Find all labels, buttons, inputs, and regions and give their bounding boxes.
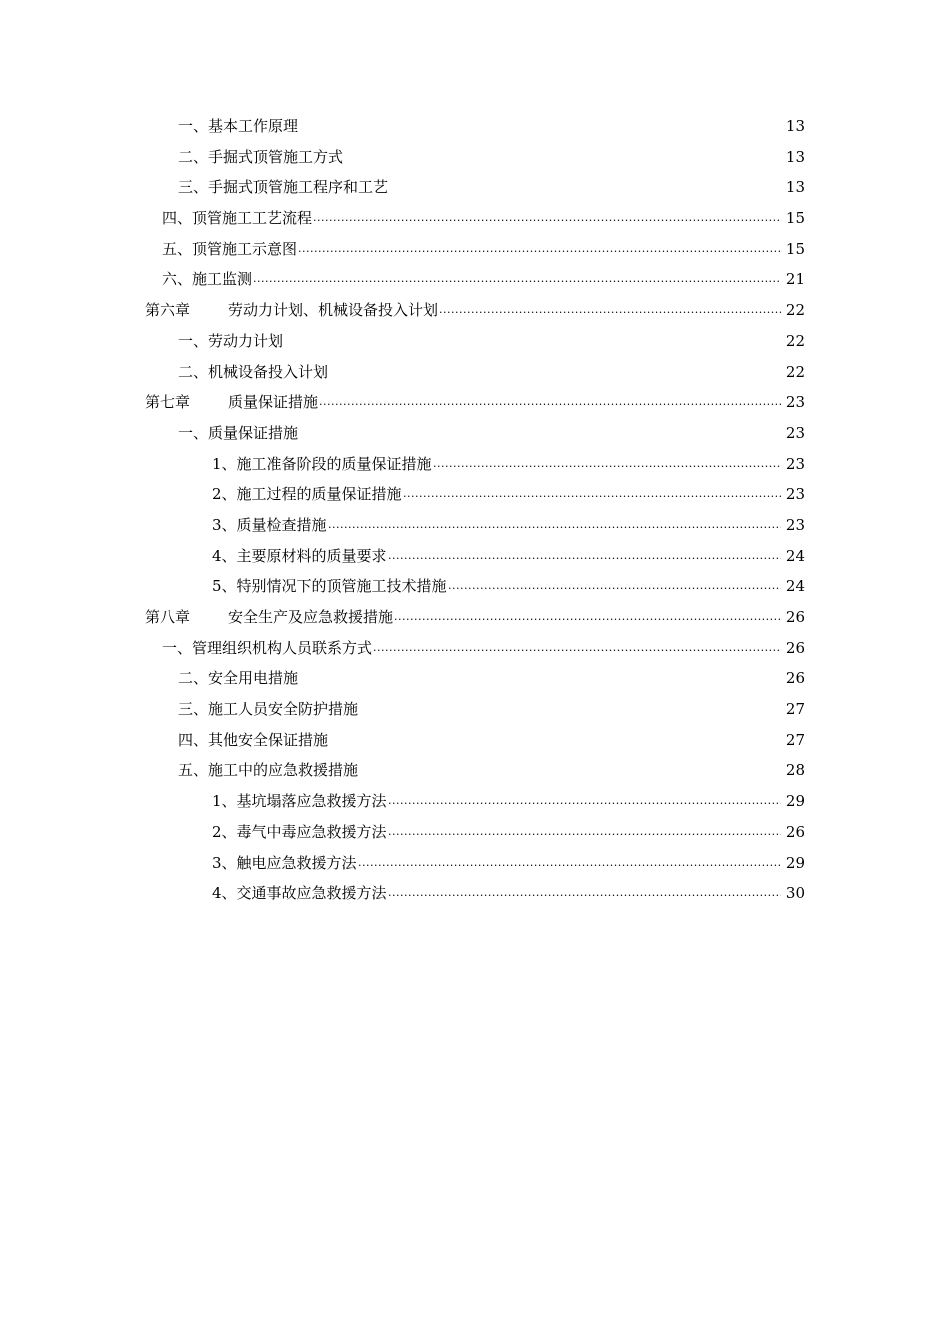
toc-entry-text: 5、特别情况下的顶管施工技术措施 xyxy=(212,571,448,601)
toc-chapter-number: 第七章 xyxy=(145,387,191,417)
toc-entry-text: 一、管理组织机构人员联系方式 xyxy=(162,633,373,663)
toc-entry-page: 26 xyxy=(781,663,805,693)
toc-entry[interactable] xyxy=(0,694,950,725)
toc-entry-page: 22 xyxy=(781,326,805,356)
toc-entry[interactable] xyxy=(0,172,950,203)
toc-entry-page: 24 xyxy=(781,541,805,571)
toc-dot-leader xyxy=(298,234,785,264)
toc-entry[interactable] xyxy=(0,725,950,756)
toc-chapter-number: 第八章 xyxy=(145,602,191,632)
toc-dot-leader xyxy=(328,510,785,540)
toc-dot-leader xyxy=(439,295,785,325)
toc-chapter-title: 劳动力计划、机械设备投入计划 xyxy=(228,295,439,325)
table-of-contents xyxy=(0,111,950,909)
toc-entry-text: 1、基坑塌落应急救援方法 xyxy=(212,786,388,816)
toc-entry[interactable] xyxy=(0,663,950,694)
toc-entry[interactable] xyxy=(0,264,950,295)
toc-dot-leader xyxy=(388,786,785,816)
toc-entry-page: 30 xyxy=(781,878,805,908)
toc-chapter-title: 质量保证措施 xyxy=(228,387,319,417)
toc-entry-text: 二、安全用电措施 xyxy=(178,663,299,693)
toc-entry-text: 3、质量检查措施 xyxy=(212,510,328,540)
toc-entry-page: 26 xyxy=(781,817,805,847)
toc-dot-leader xyxy=(388,541,785,571)
toc-entry-text: 1、施工准备阶段的质量保证措施 xyxy=(212,449,433,479)
toc-entry-page: 28 xyxy=(781,755,805,785)
toc-entry-text: 2、毒气中毒应急救援方法 xyxy=(212,817,388,847)
toc-dot-leader xyxy=(373,633,785,663)
toc-entry-page: 27 xyxy=(781,694,805,724)
toc-dot-leader xyxy=(313,203,785,233)
toc-entry[interactable] xyxy=(0,479,950,510)
toc-entry[interactable] xyxy=(0,510,950,541)
toc-entry[interactable] xyxy=(0,817,950,848)
toc-entry[interactable] xyxy=(0,418,950,449)
toc-entry-text: 4、交通事故应急救援方法 xyxy=(212,878,388,908)
toc-chapter-entry[interactable] xyxy=(0,387,950,418)
toc-entry-page: 21 xyxy=(781,264,805,294)
toc-entry-page: 15 xyxy=(781,234,805,264)
toc-entry[interactable] xyxy=(0,571,950,602)
toc-entry-text: 五、顶管施工示意图 xyxy=(162,234,298,264)
toc-entry-text: 三、施工人员安全防护措施 xyxy=(178,694,359,724)
toc-entry[interactable] xyxy=(0,449,950,480)
toc-entry[interactable] xyxy=(0,541,950,572)
toc-entry[interactable] xyxy=(0,111,950,142)
toc-entry-text: 3、触电应急救援方法 xyxy=(212,848,358,878)
toc-entry[interactable] xyxy=(0,234,950,265)
toc-entry-page: 23 xyxy=(781,418,805,448)
toc-entry-page: 29 xyxy=(781,786,805,816)
toc-dot-leader xyxy=(388,817,785,847)
toc-entry[interactable] xyxy=(0,326,950,357)
toc-chapter-title: 安全生产及应急救援措施 xyxy=(228,602,394,632)
toc-entry-text: 四、顶管施工工艺流程 xyxy=(162,203,313,233)
toc-entry-page: 27 xyxy=(781,725,805,755)
toc-entry-page: 23 xyxy=(781,479,805,509)
toc-entry-text: 三、手掘式顶管施工程序和工艺 xyxy=(178,172,389,202)
toc-entry-text: 五、施工中的应急救援措施 xyxy=(178,755,359,785)
toc-dot-leader xyxy=(403,479,785,509)
toc-entry-text: 二、手掘式顶管施工方式 xyxy=(178,142,344,172)
toc-entry[interactable] xyxy=(0,203,950,234)
toc-entry-page: 23 xyxy=(781,449,805,479)
toc-entry-text: 四、其他安全保证措施 xyxy=(178,725,329,755)
toc-dot-leader xyxy=(253,264,785,294)
toc-entry-page: 26 xyxy=(781,602,805,632)
toc-entry-page: 13 xyxy=(781,111,805,141)
toc-entry-text: 六、施工监测 xyxy=(162,264,253,294)
toc-entry[interactable] xyxy=(0,848,950,879)
toc-entry-text: 4、主要原材料的质量要求 xyxy=(212,541,388,571)
toc-entry-text: 2、施工过程的质量保证措施 xyxy=(212,479,403,509)
toc-entry-page: 26 xyxy=(781,633,805,663)
toc-entry-text: 二、机械设备投入计划 xyxy=(178,357,329,387)
toc-entry-text: 一、基本工作原理 xyxy=(178,111,299,141)
toc-entry-text: 一、劳动力计划 xyxy=(178,326,284,356)
toc-dot-leader xyxy=(358,848,785,878)
toc-entry-page: 24 xyxy=(781,571,805,601)
toc-entry-page: 23 xyxy=(781,387,805,417)
toc-entry[interactable] xyxy=(0,142,950,173)
toc-chapter-number: 第六章 xyxy=(145,295,191,325)
toc-dot-leader xyxy=(394,602,785,632)
toc-entry-page: 23 xyxy=(781,510,805,540)
toc-entry-text: 一、质量保证措施 xyxy=(178,418,299,448)
toc-entry[interactable] xyxy=(0,755,950,786)
toc-entry-page: 29 xyxy=(781,848,805,878)
toc-entry-page: 22 xyxy=(781,357,805,387)
toc-dot-leader xyxy=(448,571,785,601)
toc-entry[interactable] xyxy=(0,878,950,909)
toc-dot-leader xyxy=(433,449,785,479)
toc-entry-page: 15 xyxy=(781,203,805,233)
toc-entry-page: 13 xyxy=(781,142,805,172)
toc-entry[interactable] xyxy=(0,633,950,664)
toc-dot-leader xyxy=(319,387,785,417)
toc-entry[interactable] xyxy=(0,357,950,388)
toc-entry-page: 13 xyxy=(781,172,805,202)
toc-chapter-entry[interactable] xyxy=(0,602,950,633)
toc-dot-leader xyxy=(388,878,785,908)
toc-chapter-entry[interactable] xyxy=(0,295,950,326)
toc-entry[interactable] xyxy=(0,786,950,817)
toc-entry-page: 22 xyxy=(781,295,805,325)
